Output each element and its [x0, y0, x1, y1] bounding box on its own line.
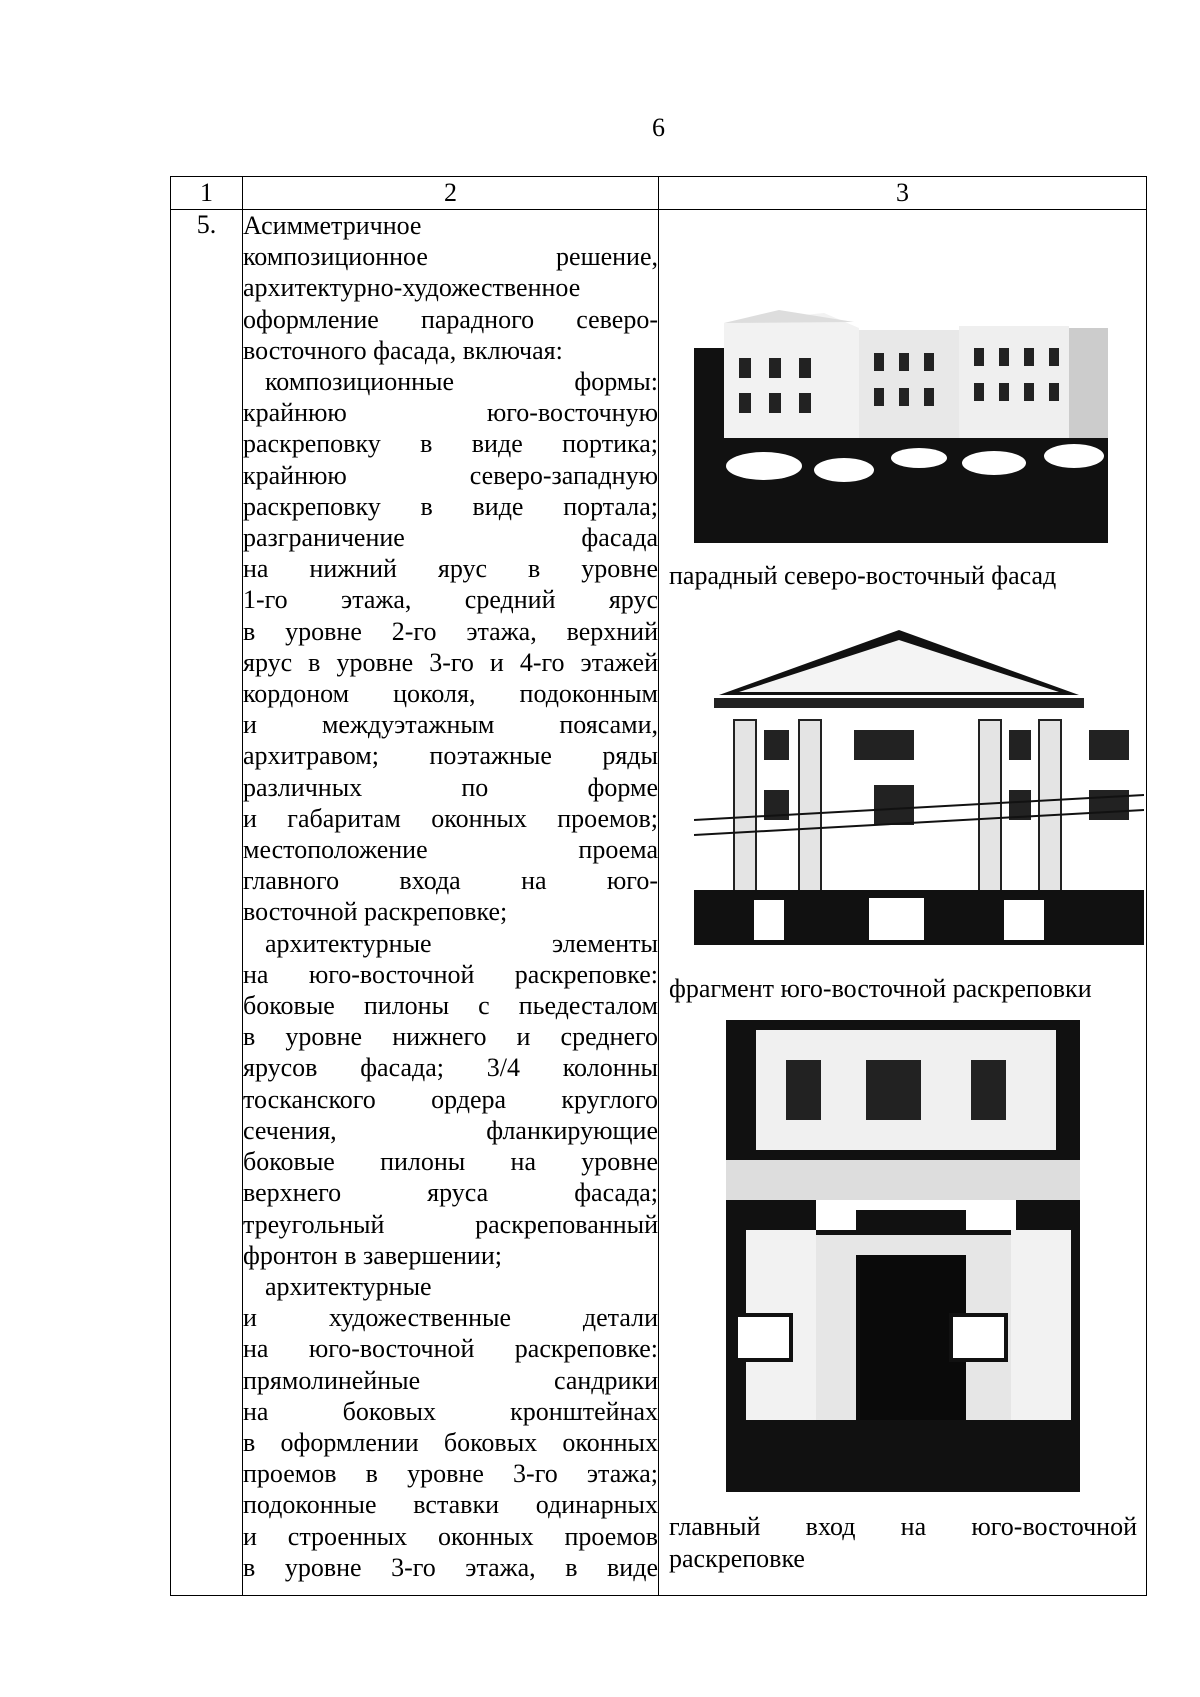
description-line: фронтон в завершении;: [243, 1240, 502, 1270]
description-line: местоположение проема: [243, 835, 658, 865]
description-line: треугольный раскрепованный: [243, 1209, 658, 1239]
description-line: прямолинейные сандрики: [243, 1365, 658, 1395]
description-line: на юго-восточной раскреповке:: [243, 959, 658, 989]
description-line: в уровне нижнего и среднего: [243, 1022, 658, 1052]
description-line: в оформлении боковых оконных: [243, 1427, 658, 1457]
description-line: сечения, фланкирующие: [243, 1115, 658, 1145]
description-line: в уровне 2-го этажа, верхний: [243, 616, 658, 646]
description-line: восточной раскреповке;: [243, 897, 508, 927]
photos-cell: [659, 210, 1147, 1596]
description-line: разграничение фасада: [243, 523, 658, 553]
description-line: подоконные вставки одинарных: [243, 1490, 658, 1520]
row-number: 5.: [171, 210, 243, 1596]
description-line: ярусов фасада; 3/4 колонны: [243, 1053, 658, 1083]
description-line: ярус в уровне 3-го и 4-го этажей: [243, 647, 658, 677]
description-line: раскреповку в виде портика;: [243, 429, 658, 459]
photo-caption: парадный северо-восточный фасад: [669, 561, 1057, 590]
description-line: восточного фасада, включая:: [243, 335, 563, 365]
description-line: проемов в уровне 3-го этажа;: [243, 1459, 658, 1489]
description-line: и художественные детали: [243, 1303, 658, 1333]
description-line: раскреповку в виде портала;: [243, 491, 658, 521]
column-header-1: 1: [171, 177, 243, 210]
description-text: [243, 210, 658, 1583]
description-line: в уровне 3-го этажа, в виде: [243, 1552, 658, 1582]
description-line: кордоном цоколя, подоконным: [243, 679, 658, 709]
description-line: оформление парадного северо-: [243, 304, 658, 334]
page-number: 6: [652, 113, 665, 142]
document-table: [170, 176, 1147, 1596]
photo-caption: главный вход на юго-восточной раскреповке: [669, 1512, 1137, 1573]
description-line: на боковых кронштейнах: [243, 1396, 658, 1426]
description-line: архитектурно-художественное: [243, 273, 581, 303]
description-line: композиционное решение,: [243, 242, 658, 272]
description-line: и строенных оконных проемов: [243, 1521, 658, 1551]
description-line: боковые пилоны на уровне: [243, 1147, 658, 1177]
table-header-row: [171, 177, 1147, 210]
column-header-3: 3: [659, 177, 1147, 210]
description-line: 1-го этажа, средний ярус: [243, 585, 658, 615]
description-line: архитравом; поэтажные ряды: [243, 741, 658, 771]
table-row: [171, 210, 1147, 1596]
avant-corps-photo: [694, 620, 1144, 945]
description-line: Асимметричное: [243, 211, 422, 240]
description-line: и габаритам оконных проемов;: [243, 803, 658, 833]
description-cell: [243, 210, 659, 1596]
description-line: крайнюю северо-западную: [243, 460, 658, 490]
facade-photo: [694, 288, 1108, 543]
facade-photo-image: [694, 288, 1108, 543]
photo-caption: фрагмент юго-восточной раскреповки: [669, 974, 1092, 1003]
avant-corps-photo-image: [694, 620, 1144, 945]
description-line: архитектурные: [265, 1271, 432, 1301]
description-line: на нижний ярус в уровне: [243, 554, 658, 584]
description-line: главного входа на юго-: [243, 866, 658, 896]
description-line: композиционные формы:: [265, 367, 658, 397]
description-line: архитектурные элементы: [265, 928, 658, 958]
description-line: тосканского ордера круглого: [243, 1084, 658, 1114]
description-line: различных по форме: [243, 772, 658, 802]
entrance-photo: [726, 1020, 1080, 1492]
description-line: верхнего яруса фасада;: [243, 1178, 658, 1208]
description-line: и междуэтажным поясами,: [243, 710, 658, 740]
column-header-2: 2: [243, 177, 659, 210]
entrance-photo-image: [726, 1020, 1080, 1492]
description-line: боковые пилоны с пьедесталом: [243, 991, 658, 1021]
description-line: крайнюю юго-восточную: [243, 398, 658, 428]
description-line: на юго-восточной раскреповке:: [243, 1334, 658, 1364]
